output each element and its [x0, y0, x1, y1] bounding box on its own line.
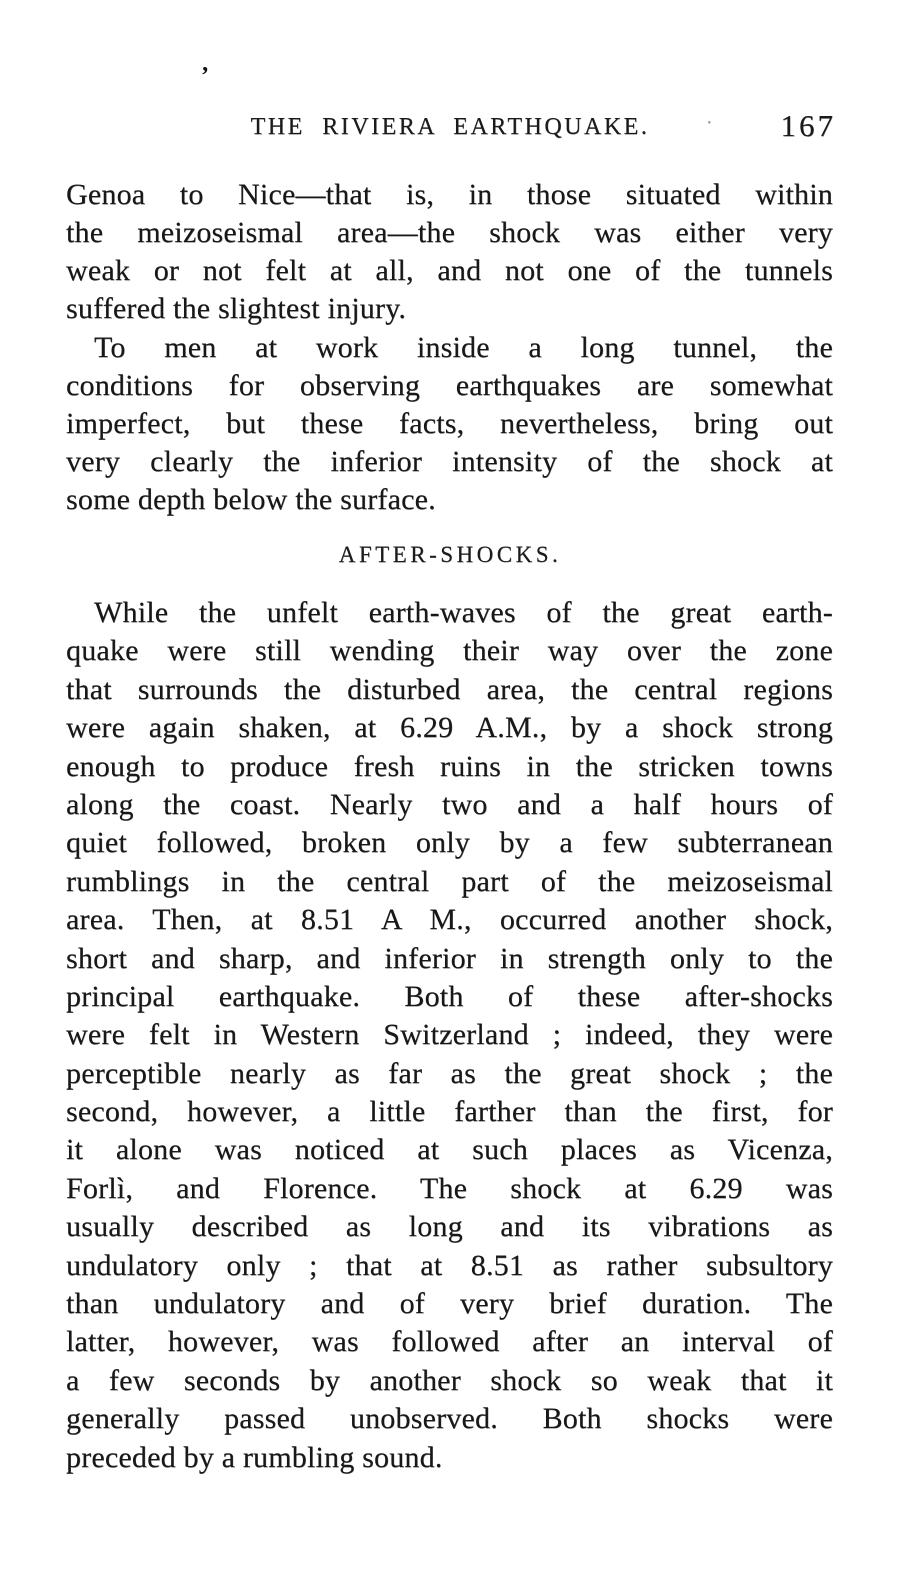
page-number: 167: [780, 108, 836, 143]
text-line: some depth below the surface.: [66, 483, 436, 516]
text-line: quiet followed, broken only by a few subterranean: [66, 826, 833, 860]
text-line: While the unfelt earth-waves of the great earth-: [94, 596, 833, 629]
stray-ink-mark: ’: [201, 63, 209, 89]
text-line: that surrounds the disturbed area, the central regions: [66, 672, 833, 706]
text-line: area. Then, at 8.51 A M., occurred another shock,: [66, 903, 833, 937]
text-line: along the coast. Nearly two and a half hours of: [66, 787, 833, 821]
text-line: principal earthquake. Both of these after-shocks: [66, 979, 833, 1013]
paragraph-after-shocks: [66, 594, 833, 1477]
text-line: were again shaken, at 6.29 A.M., by a shock strong: [66, 711, 833, 745]
paragraph-tunnel-observers: [66, 329, 833, 519]
text-line: weak or not felt at all, and not one of the tunnels: [66, 254, 833, 287]
text-line: imperfect, but these facts, nevertheless, bring out: [66, 407, 833, 440]
section-heading: AFTER-SHOCKS.: [338, 542, 562, 567]
text-line: quake were still wending their way over the zone: [66, 634, 833, 668]
running-title: THE RIVIERA EARTHQUAKE.: [250, 114, 650, 140]
text-line: short and sharp, and inferior in strength only to the: [66, 941, 833, 975]
text-line: rumblings in the central part of the meizoseismal: [66, 864, 833, 898]
text-line: conditions for observing earthquakes are somewhat: [66, 369, 833, 402]
text-line: generally passed unobserved. Both shocks were: [66, 1402, 833, 1436]
page-header: [0, 108, 900, 148]
text-line: usually described as long and its vibrations as: [66, 1210, 833, 1244]
text-line: Genoa to Nice—that is, in those situated within: [66, 178, 833, 211]
text-line: second, however, a little farther than the first, for: [66, 1095, 833, 1129]
text-line: enough to produce fresh ruins in the stricken towns: [66, 749, 833, 783]
text-line: than undulatory and of very brief duration. The: [66, 1287, 833, 1321]
separator-dot: ·: [706, 112, 713, 134]
text-line: perceptible nearly as far as the great shock ; the: [66, 1056, 833, 1090]
text-line: it alone was noticed at such places as Vicenza,: [66, 1133, 833, 1167]
text-line: a few seconds by another shock so weak that it: [66, 1363, 833, 1397]
text-line: preceded by a rumbling sound.: [66, 1440, 443, 1474]
text-line: undulatory only ; that at 8.51 as rather subsultory: [66, 1248, 833, 1282]
text-line: were felt in Western Switzerland ; indeed, they were: [66, 1018, 833, 1052]
paragraph-tunnels: [66, 176, 833, 328]
text-line: Forlì, and Florence. The shock at 6.29 was: [66, 1171, 833, 1205]
text-line: very clearly the inferior intensity of the shock at: [66, 445, 833, 478]
text-line: the meizoseismal area—the shock was either very: [66, 216, 833, 249]
text-line: To men at work inside a long tunnel, the: [94, 331, 833, 364]
text-line: suffered the slightest injury.: [66, 292, 407, 325]
text-line: latter, however, was followed after an interval of: [66, 1325, 833, 1359]
